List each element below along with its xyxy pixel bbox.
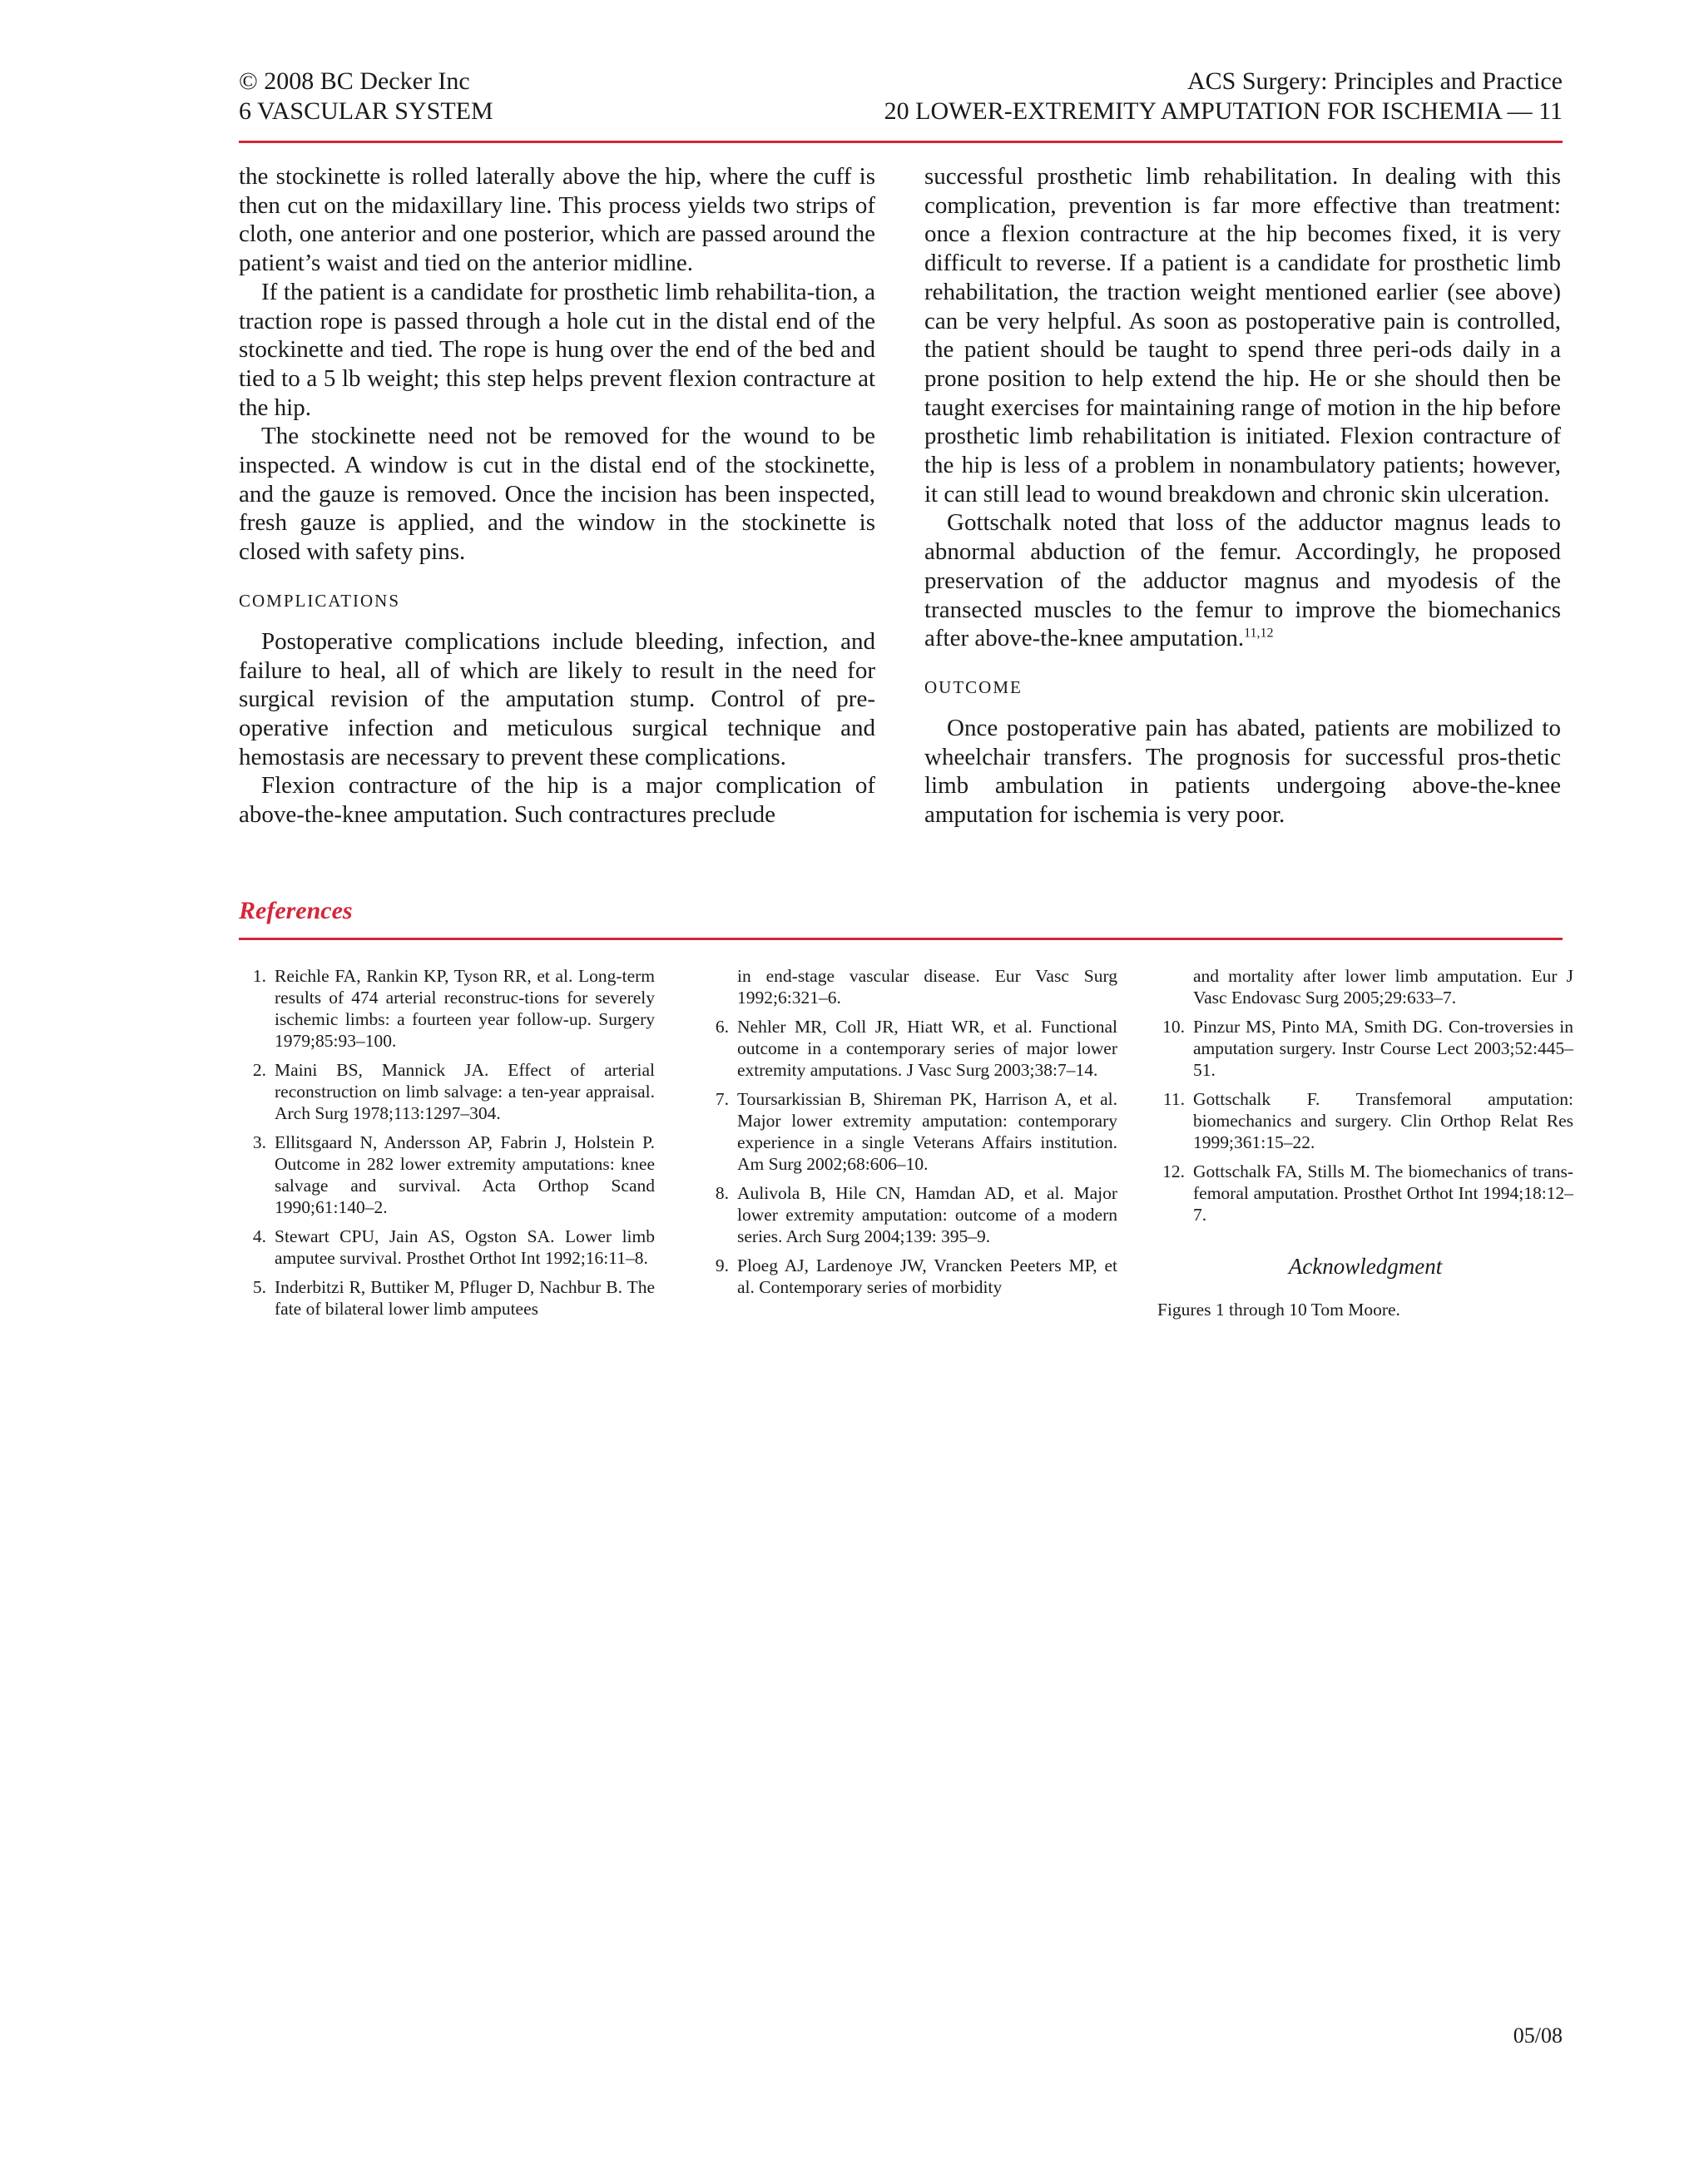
body-column-right — [924, 162, 1561, 830]
acknowledgment-heading: Acknowledgment — [1288, 1254, 1443, 1279]
reference-item — [701, 1088, 1117, 1175]
reference-text: Gottschalk F. Transfemoral amputation: biomechanics and surgery. Clin Orthop Relat Res 1999;361:15–22. — [1193, 1089, 1573, 1152]
page-date: 05/08 — [1513, 2023, 1563, 2048]
citation-superscript: 11,12 — [1244, 626, 1274, 641]
paragraph: If the patient is a candidate for prosthetic limb rehabilita-tion, a traction rope is passed through a hole cut in the distal end of the stockinette and tied. The rope is hung over the end of the bed and tied to a 5 lb weight; this step helps prevent flexion contracture at the hip. — [239, 278, 875, 421]
reference-text: Stewart CPU, Jain AS, Ogston SA. Lower limb amputee survival. Prosthet Orthot Int 1992;16:11–8. — [275, 1226, 655, 1268]
reference-number: 3. — [252, 1132, 266, 1152]
reference-number: 2. — [252, 1060, 266, 1080]
paragraph: Once postoperative pain has abated, patients are mobilized to wheelchair transfers. The prognosis for successful pros-thetic limb ambulation in patients undergoing above-the-knee amputation for ischemia is very poor. — [924, 714, 1561, 829]
reference-item — [239, 1059, 655, 1124]
reference-continuation: and mortality after lower limb amputation. Eur J Vasc Endovasc Surg 2005;29:633–7. — [1193, 966, 1573, 1008]
references-column-3 — [1157, 965, 1573, 1320]
reference-text: Ellitsgaard N, Andersson AP, Fabrin J, Holstein P. Outcome in 282 lower extremity amputations: knee salvage and survival. Acta Orthop Scand 1990;61:140–2. — [275, 1132, 655, 1217]
reference-text: Pinzur MS, Pinto MA, Smith DG. Con-troversies in amputation surgery. Instr Course Lect 2003;52:445–51. — [1193, 1017, 1573, 1080]
reference-number: 4. — [252, 1226, 266, 1246]
reference-number: 11. — [1162, 1089, 1185, 1109]
reference-text: Nehler MR, Coll JR, Hiatt WR, et al. Functional outcome in a contemporary series of major lower extremity amputations. J Vasc Surg 2003;38:7–14. — [737, 1017, 1117, 1080]
reference-text: Toursarkissian B, Shireman PK, Harrison A, et al. Major lower extremity amputation: contemporary experience in a single Veterans Affairs institution. Am Surg 2002;68:606–10. — [737, 1089, 1117, 1174]
references-heading: References — [239, 897, 353, 924]
reference-number: 1. — [252, 966, 266, 986]
reference-continuation: in end-stage vascular disease. Eur Vasc Surg 1992;6:321–6. — [737, 966, 1117, 1008]
paragraph-text: Gottschalk noted that loss of the adductor magnus leads to abnormal abduction of the femur. Accordingly, he proposed preservation of the adductor magnus and myodesis of the transected muscles to the femur to improve the biomechanics after above-the-knee amputation. — [924, 509, 1561, 652]
reference-text: Ploeg AJ, Lardenoye JW, Vrancken Peeters MP, et al. Contemporary series of morbidity — [737, 1255, 1117, 1297]
paragraph: Flexion contracture of the hip is a major complication of above-the-knee amputation. Such contractures preclude — [239, 772, 875, 829]
reference-number: 9. — [715, 1255, 729, 1275]
reference-number: 10. — [1162, 1017, 1185, 1037]
reference-text: Aulivola B, Hile CN, Hamdan AD, et al. Major lower extremity amputation: outcome of a modern series. Arch Surg 2004;139: 395–9. — [737, 1183, 1117, 1246]
reference-number: 7. — [715, 1089, 729, 1109]
paragraph — [924, 508, 1561, 653]
reference-item — [1157, 1088, 1573, 1153]
reference-number: 5. — [252, 1277, 266, 1297]
reference-text: Maini BS, Mannick JA. Effect of arterial reconstruction on limb salvage: a ten-year appraisal. Arch Surg 1978;113:1297–304. — [275, 1060, 655, 1123]
reference-number: 6. — [715, 1017, 729, 1037]
section-title: 6 VASCULAR SYSTEM — [239, 97, 493, 125]
reference-text: Reichle FA, Rankin KP, Tyson RR, et al. Long-term results of 474 arterial reconstruc-tions for severely ischemic limbs: a fourteen year follow-up. Surgery 1979;85:93–100. — [275, 966, 655, 1051]
references-rule — [239, 938, 1563, 940]
running-header — [239, 67, 1563, 126]
references-column-2 — [701, 965, 1117, 1305]
reference-item — [1157, 1016, 1573, 1081]
book-title: ACS Surgery: Principles and Practice — [1186, 67, 1563, 95]
chapter-title: 20 LOWER-EXTREMITY AMPUTATION FOR ISCHEMIA — 11 — [884, 97, 1563, 125]
section-heading-complications: COMPLICATIONS — [239, 590, 401, 611]
reference-item — [239, 1226, 655, 1269]
reference-item — [701, 1182, 1117, 1247]
reference-item — [239, 1276, 655, 1320]
header-rule — [239, 141, 1563, 143]
reference-number: 8. — [715, 1183, 729, 1203]
reference-item — [701, 1016, 1117, 1081]
copyright-line: © 2008 BC Decker Inc — [239, 67, 470, 95]
paragraph: the stockinette is rolled laterally above the hip, where the cuff is then cut on the midaxillary line. This process yields two strips of cloth, one anterior and one posterior, which are passed around the patient’s waist and tied on the anterior midline. — [239, 163, 875, 277]
paragraph: The stockinette need not be removed for the wound to be inspected. A window is cut in the distal end of the stockinette, and the gauze is removed. Once the incision has been inspected, fresh gauze is applied, and the window in the stockinette is closed with safety pins. — [239, 423, 875, 566]
paragraph: successful prosthetic limb rehabilitation. In dealing with this complication, prevention is far more effective than treatment: once a flexion contracture at the hip becomes fixed, it is very difficult to reverse. If a patient is a candidate for prosthetic limb rehabilitation, the traction weight mentioned earlier (see above) can be very helpful. As soon as postoperative pain is controlled, the patient should be taught to spend three peri-ods daily in a prone position to help extend the hip. He or she should then be taught exercises for maintaining range of motion in the hip before prosthetic limb rehabilitation is initiated. Flexion contracture of the hip is less of a problem in nonambulatory patients; however, it can still lead to wound breakdown and chronic skin ulceration. — [924, 163, 1561, 508]
references-column-1 — [239, 965, 655, 1327]
reference-text: Inderbitzi R, Buttiker M, Pfluger D, Nachbur B. The fate of bilateral lower limb amputees — [275, 1277, 655, 1319]
section-heading-outcome: OUTCOME — [924, 676, 1023, 697]
reference-text: Gottschalk FA, Stills M. The biomechanics of trans-femoral amputation. Prosthet Orthot Int 1994;18:12–7. — [1193, 1161, 1573, 1225]
reference-item — [1157, 1161, 1573, 1226]
paragraph: Postoperative complications include bleeding, infection, and failure to heal, all of which are likely to result in the need for surgical revision of the amputation stump. Control of pre-operative infection and meticulous surgical technique and hemostasis are necessary to prevent these complications. — [239, 627, 875, 770]
acknowledgment-text: Figures 1 through 10 Tom Moore. — [1157, 1300, 1400, 1320]
reference-number: 12. — [1162, 1161, 1185, 1181]
body-column-left — [239, 162, 875, 830]
reference-item — [701, 1255, 1117, 1298]
reference-item — [239, 1132, 655, 1218]
reference-item — [239, 965, 655, 1052]
